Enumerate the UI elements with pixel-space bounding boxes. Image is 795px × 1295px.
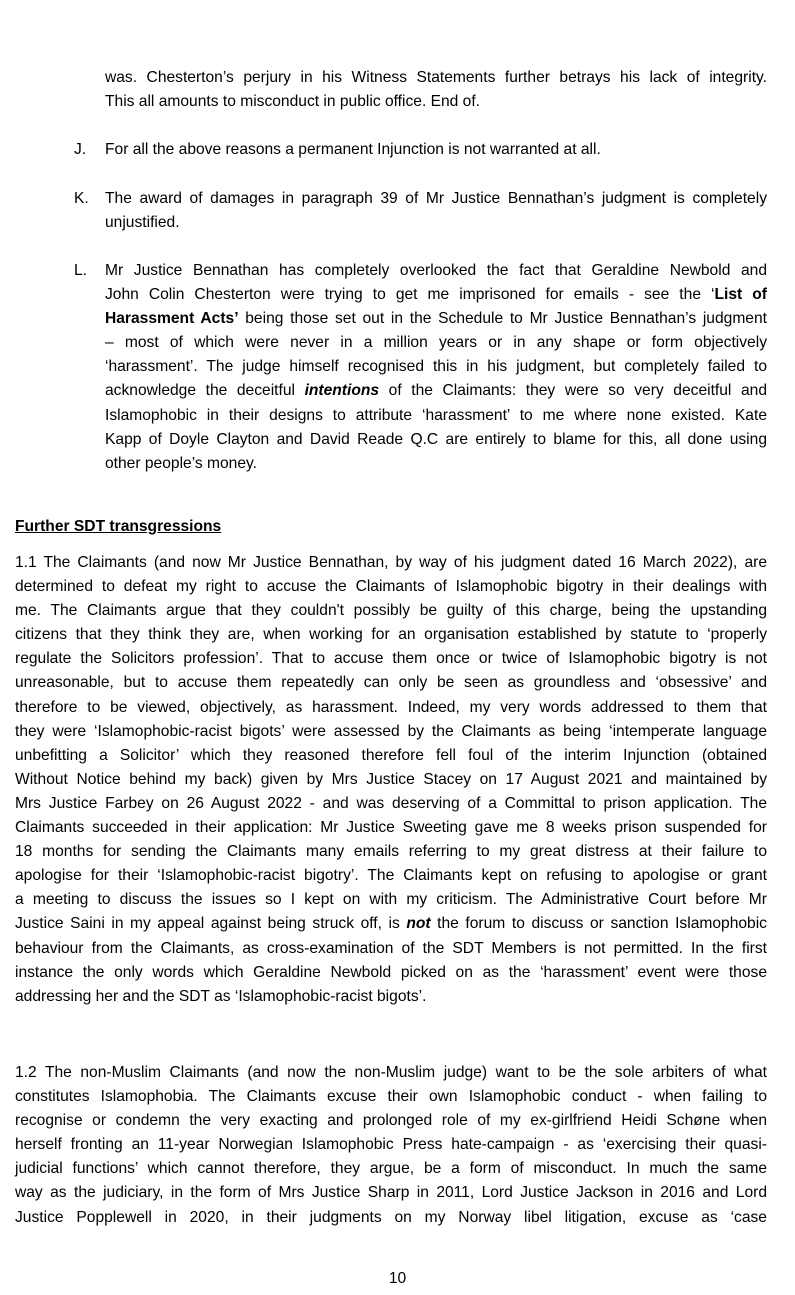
list-item-k [105,187,767,235]
text-line: addressing her and the SDT as ‘Islamophobic-racist bigots’. [15,987,427,1005]
text-line: way as the judiciary, in the form of Mrs Justice Sharp in 2011, Lord Justice Jackson in 2016 and Lord [15,1184,767,1202]
text-line: Kapp of Doyle Clayton and David Reade Q.C are entirely to blame for this, all done using [105,430,767,448]
text-line: determined to defeat my right to accuse the Claimants of Islamophobic bigotry in their dealings with [15,578,767,596]
text-line: – most of which were never in a million years or in any shape or form objectively [105,334,767,352]
bold-text: List of [714,286,767,304]
paragraph-1-1 [15,551,767,1009]
list-item-j [105,138,767,162]
list-marker-j: J. [74,141,87,158]
text-line: Claimants succeeded in their application: Mr Justice Sweeting gave me 8 weeks prison suspended for [15,819,767,837]
continuation-paragraph [105,66,767,114]
text-run: being those set out in the Schedule to Mr Justice Bennathan’s judgment [238,310,767,328]
text-line: a meeting to discuss the issues so I kept on with my criticism. The Administrative Court before Mr [15,891,767,909]
text-line: constitutes Islamophobia. The Claimants excuse their own Islamophobic conduct - when failing to [15,1088,767,1106]
text-line: unreasonable, but to accuse them repeatedly can only be seen as groundless and ‘obsessive’ and [15,674,767,692]
text-line: instance the only words which Geraldine Newbold picked on as the ‘harassment’ event were those [15,963,767,981]
text-line: The award of damages in paragraph 39 of Mr Justice Bennathan’s judgment is completely [105,190,767,207]
text-line: recognise or condemn the very exacting and prolonged role of my ex-girlfriend Heidi Schøne when [15,1112,767,1130]
text-line: ‘harassment’. The judge himself recognised this in his judgment, but completely failed to [105,358,767,376]
text-line: other people’s money. [105,454,257,472]
list-marker-l: L. [74,262,88,279]
text-line: judicial functions’ which cannot therefore, they argue, be a form of misconduct. In much the same [15,1160,767,1178]
text-run: acknowledge the deceitful [105,382,305,400]
text-line: unjustified. [105,214,180,232]
text-line: herself fronting an 11-year Norwegian Islamophobic Press hate-campaign - as ‘exercising their quasi- [15,1136,767,1154]
text-run: John Colin Chesterton were trying to get me imprisoned for emails - see the ‘ [105,286,715,304]
text-run: of the Claimants: they were so very deceitful and [379,382,767,400]
bold-italic-text: intentions [304,382,380,400]
text-line [105,283,767,307]
section-heading: Further SDT transgressions [15,518,222,535]
text-line: Mr Justice Bennathan has completely overlooked the fact that Geraldine Newbold and [105,262,767,279]
list-marker-k: K. [74,190,89,207]
text-line: therefore to be viewed, objectively, as harassment. Indeed, my very words addressed to them that [15,698,767,716]
bold-text: Harassment Acts’ [105,310,239,328]
text-line [105,307,767,331]
text-line [15,912,767,936]
text-line: 1.1 The Claimants (and now Mr Justice Bennathan, by way of his judgment dated 16 March 2022), are [15,554,767,571]
text-line: me. The Claimants argue that they couldn't possibly be guilty of this charge, being the upstanding [15,602,767,620]
text-run: Justice Saini in my appeal against being struck off, is [15,915,407,933]
text-line: apologise for their ‘Islamophobic-racist bigotry’. The Claimants kept on refusing to apologise or grant [15,867,767,885]
text-line: was. Chesterton’s perjury in his Witness Statements further betrays his lack of integrity. [105,69,767,86]
text-line: they were ‘Islamophobic-racist bigots’ were assessed by the Claimants as being ‘intemperate language [15,722,767,740]
text-line: Justice Popplewell in 2020, in their judgments on my Norway libel litigation, excuse as ‘case [15,1208,767,1226]
text-line: This all amounts to misconduct in public office. End of. [105,93,481,111]
list-item-l [105,259,767,476]
text-line: 18 months for sending the Claimants many emails referring to my great distress at their failure to [15,843,767,861]
text-line: Islamophobic in their designs to attribute ‘harassment’ to me where none existed. Kate [105,406,767,424]
text-line: unbefitting a Solicitor’ which they reasoned therefore fell foul of the interim Injunction (obtained [15,746,767,764]
text-line: For all the above reasons a permanent Injunction is not warranted at all. [105,141,601,158]
text-line [105,379,767,403]
text-line: behaviour from the Claimants, as cross-examination of the SDT Members is not permitted. In the first [15,939,767,957]
text-line: citizens that they think they are, when working for an organisation established by statute to ‘properly [15,626,767,644]
paragraph-1-2 [15,1061,767,1230]
text-line: Mrs Justice Farbey on 26 August 2022 - and was deserving of a Committal to prison application. The [15,794,767,812]
text-line: Without Notice behind my back) given by Mrs Justice Stacey on 17 August 2021 and maintained by [15,770,767,788]
text-run: the forum to discuss or sanction Islamophobic [430,915,767,933]
page-number: 10 [388,1270,407,1287]
bold-italic-text: not [406,915,431,933]
text-line: 1.2 The non-Muslim Claimants (and now the non-Muslim judge) want to be the sole arbiters of what [15,1064,767,1081]
text-line: regulate the Solicitors profession’. That to accuse them once or twice of Islamophobic bigotry is not [15,650,767,668]
